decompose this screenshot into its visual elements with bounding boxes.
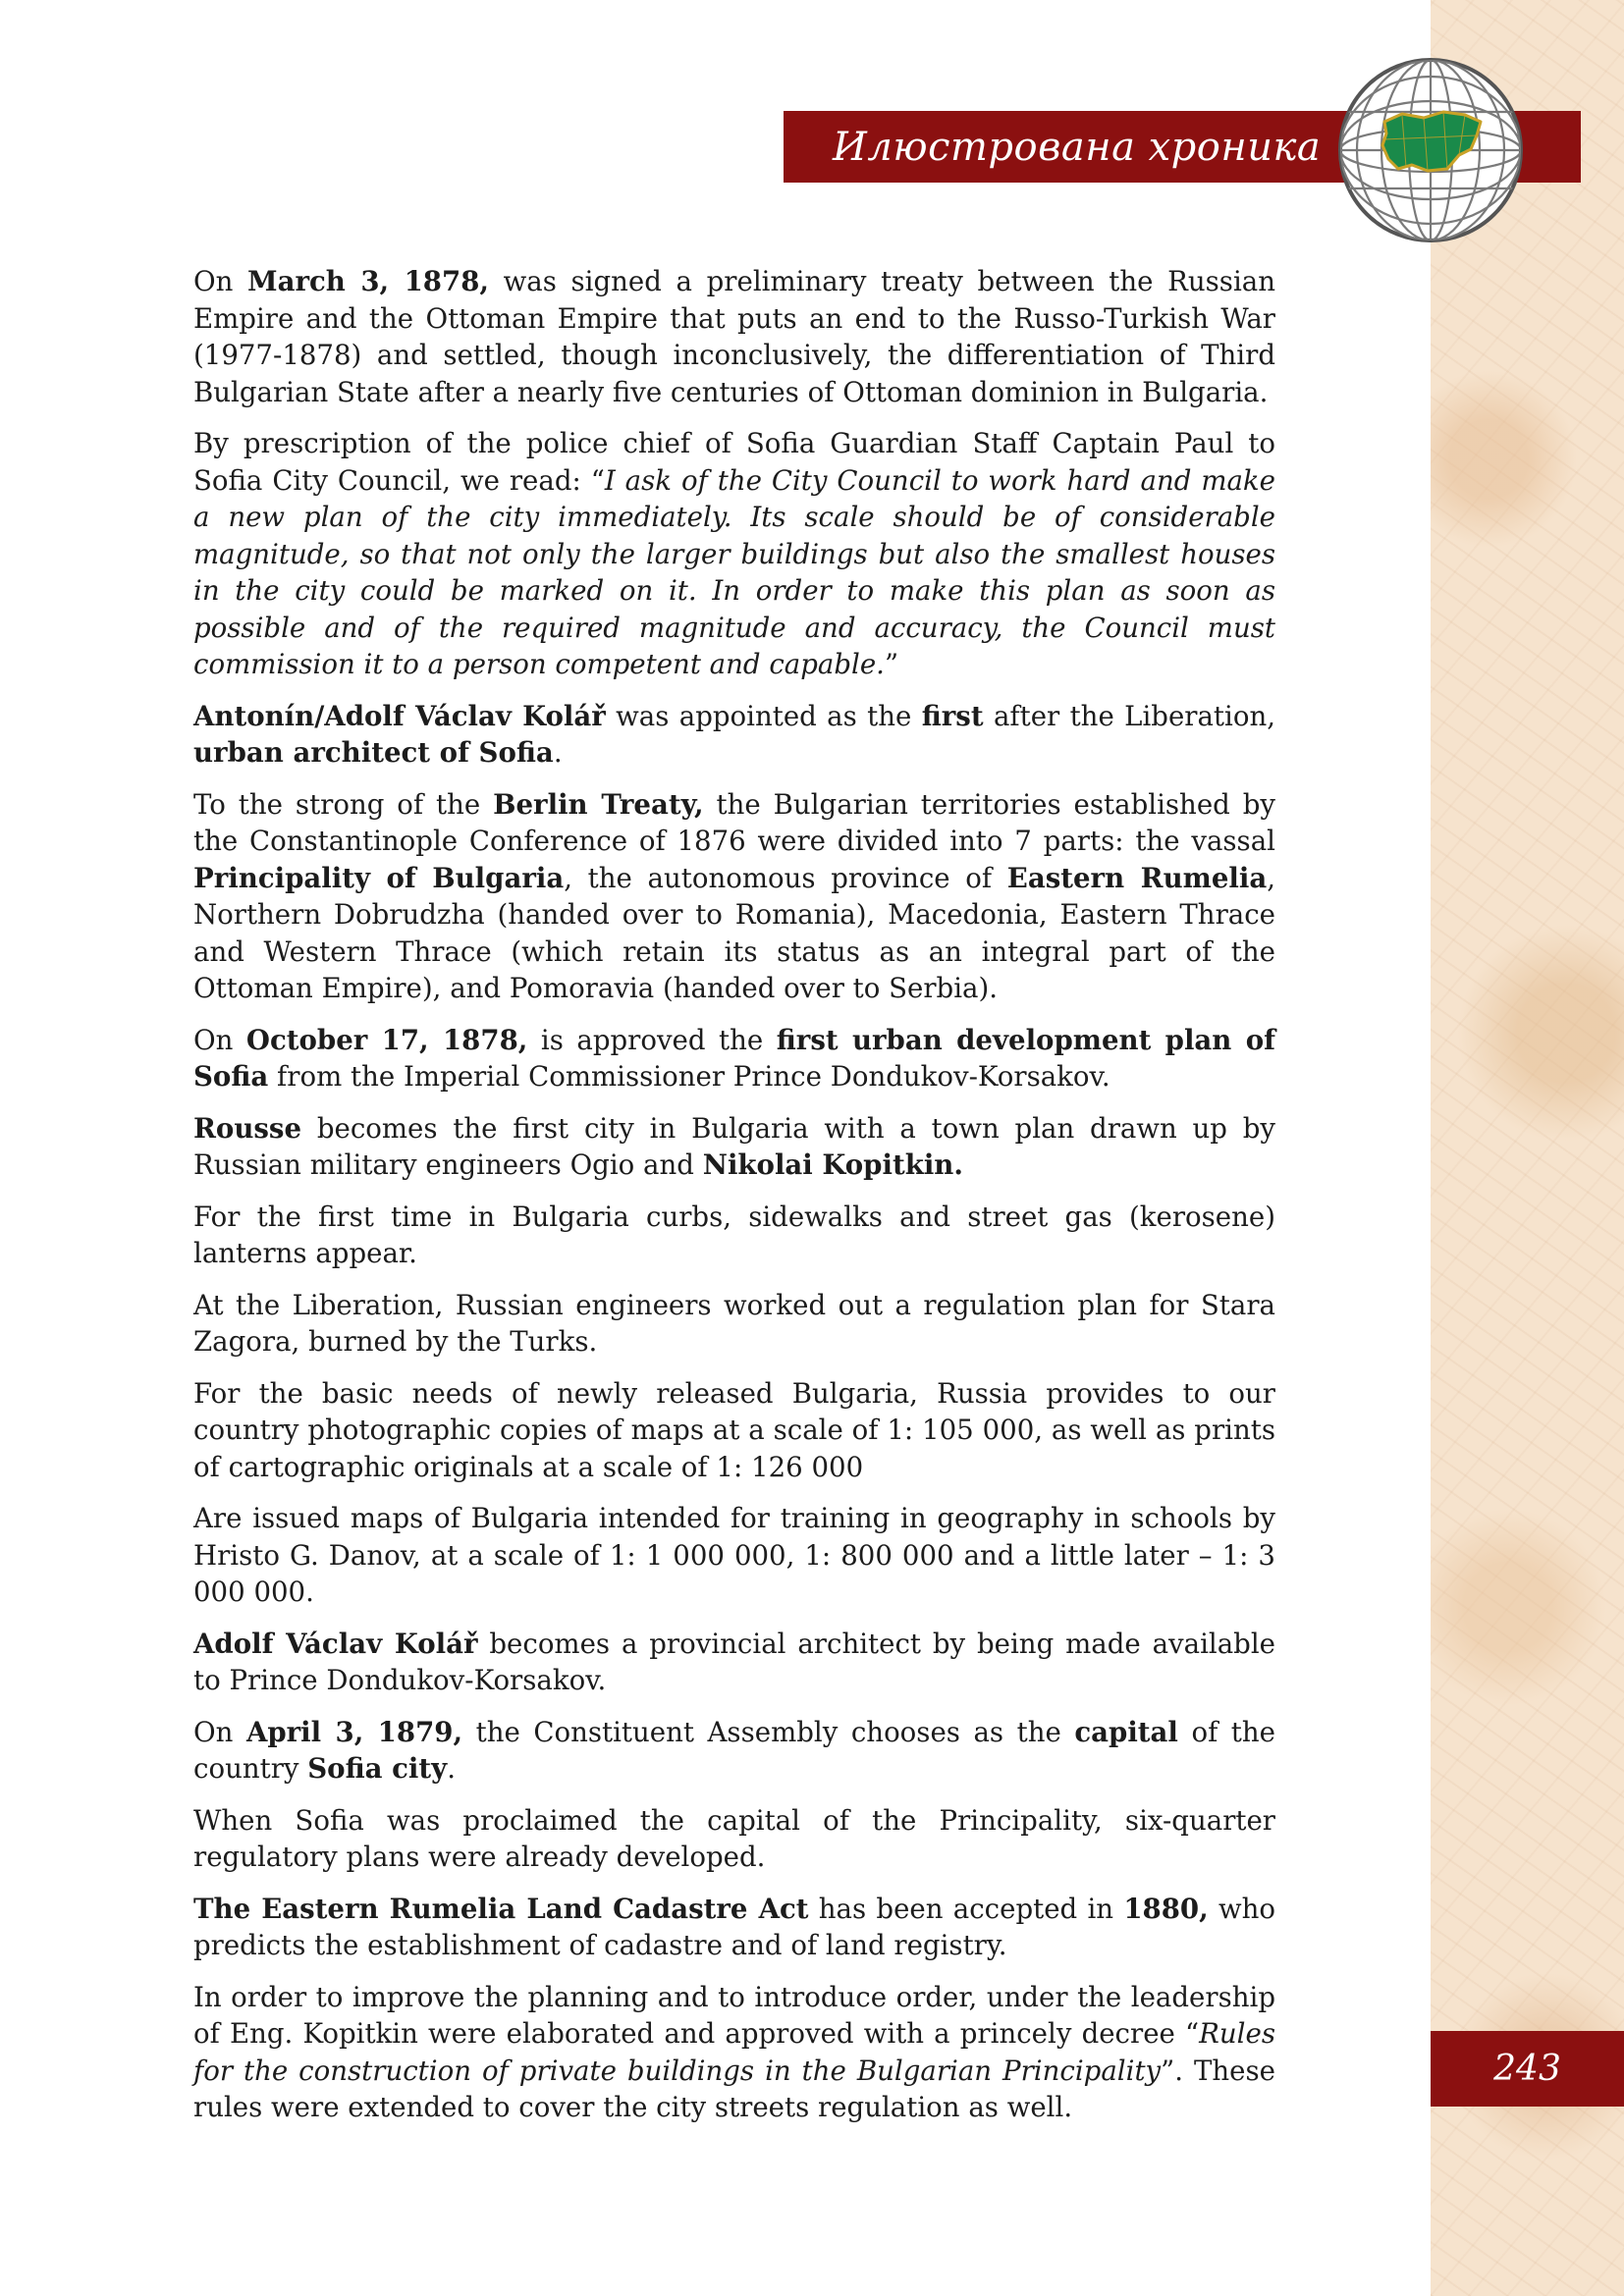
bold-text: Sofia city <box>307 1752 448 1785</box>
page-number: 243 <box>1493 2049 1561 2089</box>
bold-text: Eastern Rumelia <box>1006 861 1268 894</box>
text-run: after the Liberation, <box>983 699 1275 732</box>
text-run: was appointed as the <box>605 699 922 732</box>
text-run: When Sofia was proclaimed the capital of the Principality, six-quarter regulatory plans were already developed. <box>193 1803 1275 1873</box>
bold-text: 1880, <box>1123 1892 1209 1925</box>
bold-text: capital <box>1074 1715 1178 1748</box>
text-run: of the country <box>193 1715 1275 1785</box>
text-run: ”. These rules were extended to cover the city streets regulation as well. <box>193 2054 1275 2123</box>
decorative-side-strip <box>1431 0 1624 2296</box>
paragraph <box>193 698 1275 772</box>
text-run: has been accepted in <box>808 1892 1124 1925</box>
text-run: the Constituent Assembly chooses as the <box>462 1715 1075 1748</box>
text-run: For the basic needs of newly released Bulgaria, Russia provides to our country photographic copies of maps at a scale of 1: 105 000, as well as prints of cartographic originals at a scale of 1: 126 000 <box>193 1376 1275 1483</box>
text-run: On <box>193 265 248 297</box>
text-run: On <box>193 1023 246 1056</box>
bold-text: The Eastern Rumelia Land Cadastre Act <box>193 1892 809 1925</box>
bold-text: first urban development plan of Sofia <box>193 1023 1275 1093</box>
bold-text: urban architect of Sofia <box>193 736 554 769</box>
bold-text: March 3, 1878, <box>247 265 490 297</box>
text-run: , Northern Dobrudzha (handed over to Romania), Macedonia, Eastern Thrace and Western Thrace (which retain its status as an integral part of the Ottoman Empire), and Pomoravia (handed over to Serbia). <box>193 861 1276 1004</box>
paragraph <box>193 1199 1275 1272</box>
text-run: ” <box>884 648 899 680</box>
bold-text: Principality of Bulgaria <box>193 861 565 894</box>
text-run: the Bulgarian territories established by the Constantinople Conference of 1876 were divided into 7 parts: the vassal <box>193 787 1275 857</box>
bold-text: Rousse <box>193 1111 302 1145</box>
text-run: , the autonomous province of <box>564 861 1007 894</box>
bold-text: October 17, 1878, <box>245 1023 528 1056</box>
paragraph <box>193 263 1275 410</box>
bold-text: Nikolai Kopitkin. <box>702 1148 963 1181</box>
bold-text: Adolf Václav Kolář <box>193 1627 478 1660</box>
text-run: . <box>447 1752 456 1785</box>
text-run: becomes a provincial architect by being made available to Prince Dondukov-Korsakov. <box>193 1627 1275 1696</box>
paragraph <box>193 425 1275 683</box>
italic-text: Rules for the construction of private buildings in the Bulgarian Principality <box>193 2017 1275 2087</box>
italic-text: I ask of the City Council to work hard and make a new plan of the city immediately. Its scale should be of considerable magnitude, so that not only the larger buildings but also the smallest houses in the city could be marked on it. In order to make this plan as soon as possible and of the required magnitude and accuracy, the Council must commission it to a person competent and capable. <box>193 463 1275 680</box>
paragraph <box>193 1802 1275 1876</box>
paragraph <box>193 1287 1275 1361</box>
bold-text: Antonín/Adolf Václav Kolář <box>193 699 606 732</box>
paragraph <box>193 1979 1275 2126</box>
paragraph <box>193 1891 1275 1964</box>
bold-text: April 3, 1879, <box>245 1715 463 1748</box>
text-run: For the first time in Bulgaria curbs, sidewalks and street gas (kerosene) lanterns appear. <box>193 1200 1275 1269</box>
text-run: from the Imperial Commissioner Prince Dondukov-Korsakov. <box>268 1060 1110 1093</box>
text-run: . <box>553 736 563 769</box>
paragraph <box>193 1626 1275 1699</box>
paragraph <box>193 1022 1275 1095</box>
text-run: was signed a preliminary treaty between the Russian Empire and the Ottoman Empire that puts an end to the Russo-Turkish War (1977-1878) and settled, though inconclusively, the differentiation of Third Bulgarian State after a nearly five centuries of Ottoman dominion in Bulgaria. <box>193 265 1275 408</box>
paragraph <box>193 1375 1275 1486</box>
paragraph <box>193 1500 1275 1611</box>
text-run: By prescription of the police chief of Sofia Guardian Staff Captain Paul to Sofia City Council, we read: “ <box>193 427 1275 497</box>
text-run: In order to improve the planning and to introduce order, under the leadership of Eng. Kopitkin were elaborated and approved with a princely decree “ <box>193 1980 1275 2050</box>
text-run: who predicts the establishment of cadastre and of land registry. <box>193 1892 1275 1961</box>
globe-with-bulgaria-map-icon <box>1333 53 1528 247</box>
text-run: Are issued maps of Bulgaria intended for training in geography in schools by Hristo G. Danov, at a scale of 1: 1 000 000, 1: 800 000 and a little later – 1: 3 000 000. <box>193 1502 1275 1608</box>
text-run: At the Liberation, Russian engineers worked out a regulation plan for Stara Zagora, burned by the Turks. <box>193 1288 1275 1358</box>
text-run: To the strong of the <box>193 787 494 821</box>
bold-text: Berlin Treaty, <box>493 787 704 821</box>
body-text <box>193 263 1275 2141</box>
text-run: is approved the <box>527 1023 777 1056</box>
bold-text: first <box>921 699 984 732</box>
text-run: On <box>193 1715 246 1748</box>
text-run: becomes the first city in Bulgaria with a town plan drawn up by Russian military engineers Ogio and <box>193 1111 1275 1181</box>
globe-icon <box>1333 53 1528 247</box>
paragraph <box>193 1110 1275 1184</box>
paragraph <box>193 786 1275 1007</box>
page-title: Илюстрована хроника <box>833 125 1322 170</box>
paragraph <box>193 1714 1275 1788</box>
